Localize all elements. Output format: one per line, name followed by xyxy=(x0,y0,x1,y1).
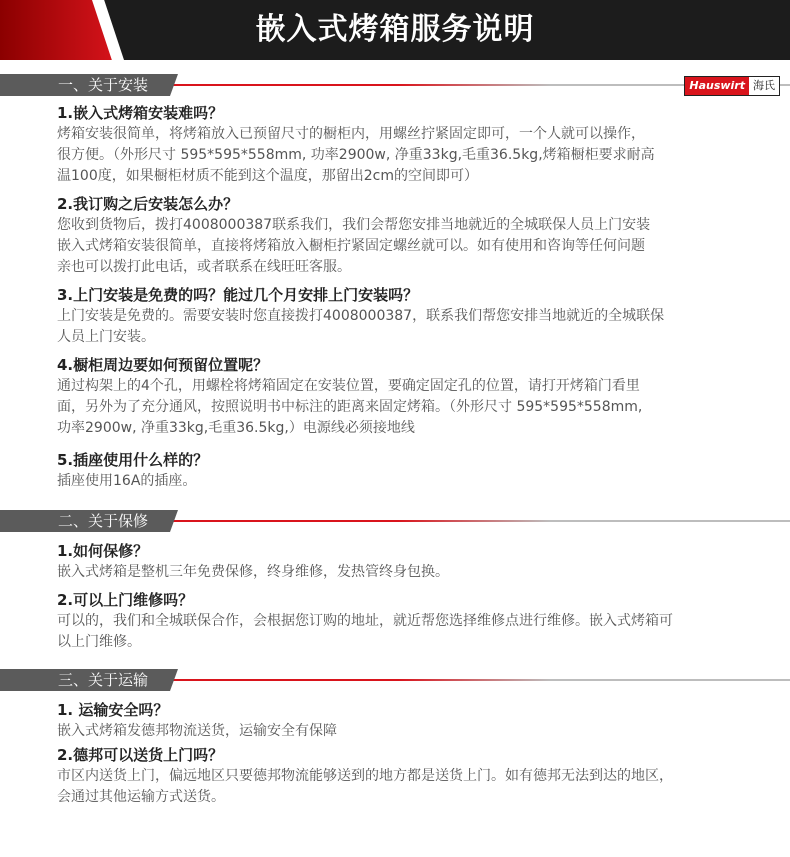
section-divider-accent xyxy=(170,679,550,681)
faq-answer-line: 上门安装是免费的。需要安装时您直接拨打4008000387，联系我们帮您安排当地就近的全城联保 xyxy=(57,308,665,324)
faq-answer-line: 嵌入式烤箱安装很简单，直接将烤箱放入橱柜拧紧固定螺丝就可以。如有使用和咨询等任何问题 xyxy=(57,238,645,254)
faq-item xyxy=(0,102,790,187)
faq-answer-line: 通过构架上的4个孔，用螺栓将烤箱固定在安装位置，要确定固定孔的位置，请打开烤箱门看里 xyxy=(57,378,640,394)
faq-question: 4.橱柜周边要如何预留位置呢？ xyxy=(57,356,269,374)
faq-answer-line: 人员上门安装。 xyxy=(57,329,155,345)
faq-answer-line: 烤箱安装很简单，将烤箱放入已预留尺寸的橱柜内，用螺丝拧紧固定即可，一个人就可以操作， xyxy=(57,126,645,142)
faq-answer-line: 温100度，如果橱柜材质不能到这个温度，那留出2cm的空间即可） xyxy=(57,168,478,184)
faq-answer-line: 嵌入式烤箱发德邦物流送货，运输安全有保障 xyxy=(57,723,337,739)
faq-question: 3.上门安装是免费的吗？能过几个月安排上门安装吗？ xyxy=(57,286,419,304)
faq-item xyxy=(0,589,790,653)
brand-logo xyxy=(684,76,780,96)
faq-question: 5.插座使用什么样的？ xyxy=(57,451,209,469)
section-header-warranty xyxy=(0,510,790,532)
faq-item xyxy=(0,744,790,808)
faq-item xyxy=(0,354,790,439)
section-divider-accent xyxy=(170,520,550,522)
faq-answer-line: 亲也可以拨打此电话，或者联系在线旺旺客服。 xyxy=(57,259,351,275)
faq-question: 1. 运输安全吗？ xyxy=(57,701,169,719)
faq-answer-line: 市区内送货上门，偏远地区只要德邦物流能够送到的地方都是送货上门。如有德邦无法到达的地区， xyxy=(57,768,673,784)
brand-logo-cn: 海氏 xyxy=(753,79,775,92)
faq-item xyxy=(0,193,790,278)
faq-answer-line: 很方便。（外形尺寸 595*595*558mm, 功率2900w, 净重33kg,毛重36.5kg,烤箱橱柜要求耐高 xyxy=(57,147,655,163)
page-title: 嵌入式烤箱服务说明 xyxy=(255,12,535,47)
title-banner xyxy=(0,0,790,60)
brand-logo-text: Hauswirt xyxy=(685,77,749,95)
faq-answer-line: 插座使用16A的插座。 xyxy=(57,473,197,489)
faq-answer-line: 可以的，我们和全城联保合作，会根据您订购的地址，就近帮您选择维修点进行维修。嵌入式烤箱可 xyxy=(57,613,673,629)
faq-answer-line: 嵌入式烤箱是整机三年免费保修，终身维修，发热管终身包换。 xyxy=(57,564,449,580)
faq-question: 1.嵌入式烤箱安装难吗？ xyxy=(57,104,224,122)
faq-item xyxy=(0,540,790,583)
faq-item xyxy=(0,699,790,742)
section-header-shipping xyxy=(0,669,790,691)
faq-question: 1.如何保修？ xyxy=(57,542,149,560)
faq-item xyxy=(0,284,790,348)
faq-answer-line: 您收到货物后，拨打4008000387联系我们，我们会帮您安排当地就近的全城联保人员上门安装 xyxy=(57,217,651,233)
section-header-installation xyxy=(0,74,790,96)
faq-question: 2.可以上门维修吗？ xyxy=(57,591,194,609)
faq-answer-line: 以上门维修。 xyxy=(57,634,141,650)
section-heading: 三、关于运输 xyxy=(0,669,170,691)
faq-item xyxy=(0,449,790,492)
faq-answer-line: 面，另外为了充分通风，按照说明书中标注的距离来固定烤箱。（外形尺寸 595*595*558mm, xyxy=(57,399,643,415)
faq-answer-line: 会通过其他运输方式送货。 xyxy=(57,789,225,805)
faq-answer-line: 功率2900w, 净重33kg,毛重36.5kg,）电源线必须接地线 xyxy=(57,420,415,436)
faq-question: 2.德邦可以送货上门吗？ xyxy=(57,746,224,764)
section-divider-accent xyxy=(170,84,550,86)
section-heading: 二、关于保修 xyxy=(0,510,170,532)
faq-question: 2.我订购之后安装怎么办？ xyxy=(57,195,239,213)
section-heading: 一、关于安装 xyxy=(0,74,170,96)
